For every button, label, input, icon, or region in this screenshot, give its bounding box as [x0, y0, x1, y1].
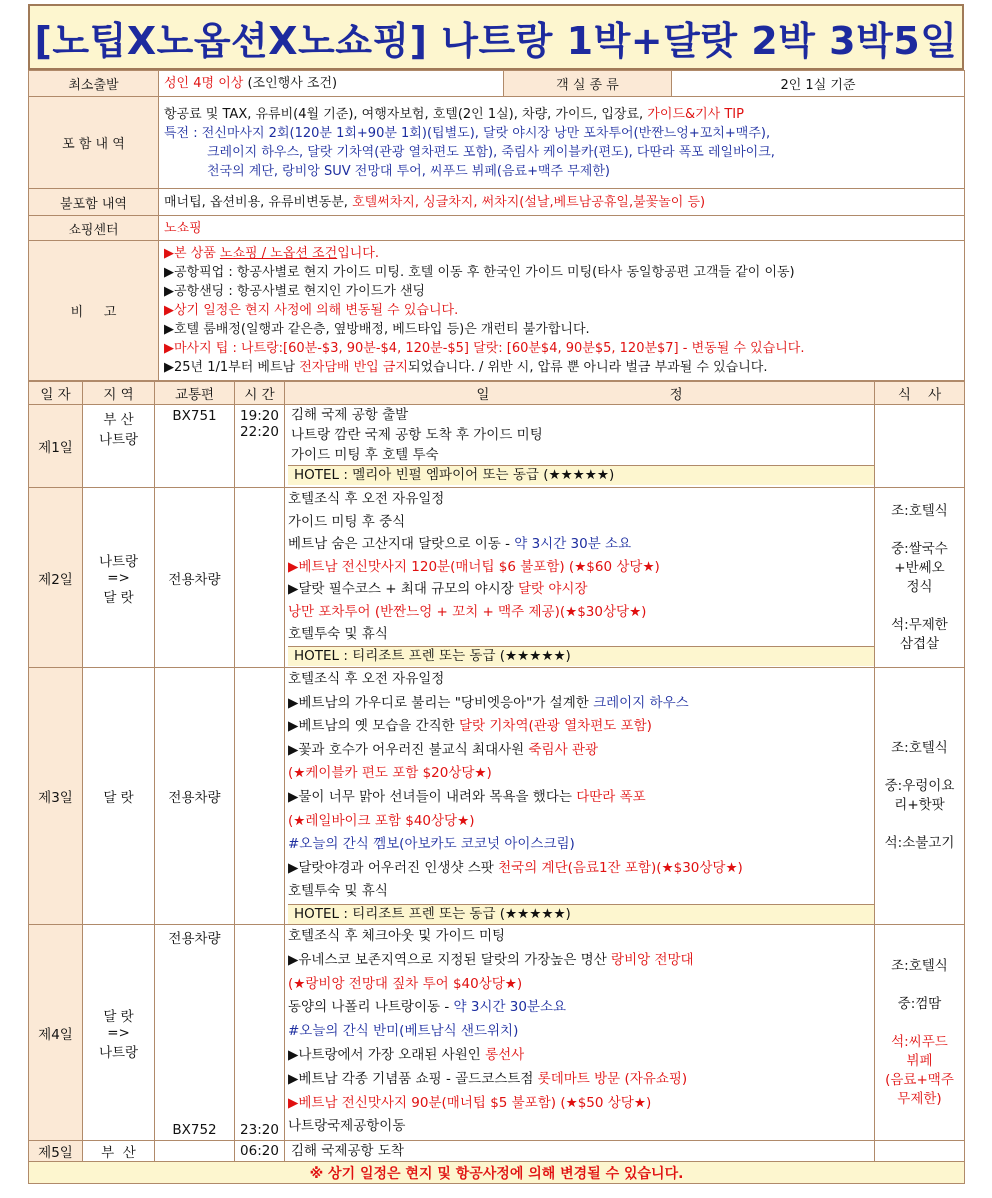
- transport-cell: BX751: [155, 405, 235, 488]
- col-meals: 식 사: [875, 382, 965, 405]
- itinerary-cell: 김해 국제공항 도착: [285, 1141, 875, 1162]
- meals-cell: [875, 405, 965, 488]
- itinerary-cell: 호텔조식 후 오전 자유일정 ▶베트남의 가우디로 불리는 "당비엣응아"가 설계한 크레이지 하우스 ▶베트남의 옛 모습을 간직한 달랏 기차역(관광 열차편도 포함) ▶꽃과 호수가 어우러진 불교식 최대사원 죽림사 관광 (★케이블카 편도 포함 $20상당★) ▶물이 너무 맑아 선녀들이 내려와 목욕을 했다는 다딴라 폭포 (★레일바이크 포함 $40상당★) #오늘의 간식 껨보(아보카도 코코넛 아이스크림) ▶달랏야경과 어우러진 인생샷 스팟 천국의 계단(음료1잔 포함)(★$30상당★) 호텔투숙 및 휴식 HOTEL : 티리조트 프렌 또는 동급 (★★★★★): [285, 668, 875, 925]
- itinerary-cell: 호텔조식 후 오전 자유일정 가이드 미팅 후 중식 베트남 숨은 고산지대 달랏으로 이동 - 약 3시간 30분 소요 ▶베트남 전신맛사지 120분(매너팁 $6 불포함) (★$60 상당★) ▶달랏 필수코스 + 최대 규모의 야시장 달랏 야시장 낭만 포차투어 (반짠느엉 + 꼬치 + 맥주 제공)(★$30상당★) 호텔투숙 및 휴식 HOTEL : 티리조트 프렌 또는 동급 (★★★★★): [285, 488, 875, 668]
- col-transport: 교통편: [155, 382, 235, 405]
- day-row: [29, 405, 965, 488]
- excluded-value: 매너팁, 옵션비용, 유류비변동분, 호텔써차지, 싱글차지, 써차지(설날,베트남공휴일,불꽃놀이 등): [159, 189, 965, 216]
- itinerary-cell: 김해 국제 공항 출발 나트랑 깜란 국제 공항 도착 후 가이드 미팅 가이드 미팅 후 호텔 투숙 HOTEL : 멜리아 빈펄 엠파이어 또는 동급 (★★★★★): [285, 405, 875, 488]
- day-row: [29, 488, 965, 668]
- included-label: 포 함 내 역: [29, 97, 159, 189]
- day-label: 제1일: [29, 405, 83, 488]
- region-cell: 달 랏: [83, 668, 155, 925]
- itinerary-cell: 호텔조식 후 체크아웃 및 가이드 미팅 ▶유네스코 보존지역으로 지정된 달랏의 가장높은 명산 랑비앙 전망대 (★랑비앙 전망대 짚차 투어 $40상당★) 동양의 나폴리 나트랑이동 - 약 3시간 30분소요 #오늘의 간식 반미(베트남식 샌드위치) ▶나트랑에서 가장 오래된 사원인 롱선사 ▶베트남 각종 기념품 쇼핑 - 골드코스트점 롯데마트 방문 (자유쇼핑) ▶베트남 전신맛사지 90분(매너팁 $5 불포함) (★$50 상당★) 나트랑국제공항이동: [285, 925, 875, 1141]
- room-type-label: 객 실 종 류: [504, 71, 672, 97]
- col-itinerary: 일 정: [285, 382, 875, 405]
- col-time: 시 간: [235, 382, 285, 405]
- notes-label: 비 고: [29, 241, 159, 381]
- included-value: 항공료 및 TAX, 유류비(4월 기준), 여행자보험, 호텔(2인 1실), 차량, 가이드, 입장료, 가이드&기사 TIP 특전 : 전신마사지 2회(120분 1회+90분 1회)(팁별도), 달랏 야시장 낭만 포차투어(반짠느엉+꼬치+맥주), 크레이지 하우스, 달랏 기차역(관광 열차편도 포함), 죽림사 케이블카(편도), 다딴라 폭포 레일바이크, 천국의 계단, 랑비앙 SUV 전망대 투어, 씨푸드 뷔페(음료+맥주 무제한): [159, 97, 965, 189]
- region-cell: 나트랑 => 달 랏: [83, 488, 155, 668]
- day-row: [29, 925, 965, 1141]
- day-label: 제2일: [29, 488, 83, 668]
- transport-cell: [155, 1141, 235, 1162]
- min-departure-label: 최소출발: [29, 71, 159, 97]
- day-row: [29, 1141, 965, 1162]
- meals-cell: 조:호텔식 중:쌀국수 +반쎄오 정식 석:무제한 삼겹살: [875, 488, 965, 668]
- time-cell: 23:20: [235, 925, 285, 1141]
- day-label: 제3일: [29, 668, 83, 925]
- hotel-line: HOTEL : 멜리아 빈펄 엠파이어 또는 동급 (★★★★★): [288, 465, 874, 485]
- info-table: [28, 70, 965, 381]
- footer-notice: ※ 상기 일정은 현지 및 항공사정에 의해 변경될 수 있습니다.: [29, 1162, 965, 1184]
- excluded-label: 불포함 내역: [29, 189, 159, 216]
- col-day: 일 자: [29, 382, 83, 405]
- transport-cell: 전용차량: [155, 668, 235, 925]
- hotel-line: HOTEL : 티리조트 프렌 또는 동급 (★★★★★): [288, 904, 874, 924]
- col-region: 지 역: [83, 382, 155, 405]
- title-banner: [28, 4, 964, 70]
- shopping-label: 쇼핑센터: [29, 216, 159, 241]
- day-row: [29, 668, 965, 925]
- time-cell: 06:20: [235, 1141, 285, 1162]
- hotel-line: HOTEL : 티리조트 프렌 또는 동급 (★★★★★): [288, 646, 874, 666]
- region-cell: 부 산 나트랑: [83, 405, 155, 488]
- transport-cell: 전용차량 BX752: [155, 925, 235, 1141]
- meals-cell: [875, 1141, 965, 1162]
- time-cell: [235, 488, 285, 668]
- schedule-table: [28, 381, 965, 1184]
- shopping-value: 노쇼핑: [159, 216, 965, 241]
- room-type-value: 2인 1실 기준: [672, 71, 965, 97]
- region-cell: 부 산: [83, 1141, 155, 1162]
- min-departure-value: 성인 4명 이상 (조인행사 조건): [159, 71, 504, 97]
- meals-cell: 조:호텔식 중:우렁이요 리+핫팟 석:소불고기: [875, 668, 965, 925]
- page-title: [노팁X노옵션X노쇼핑] 나트랑 1박+달랏 2박 3박5일: [34, 18, 958, 63]
- day-label: 제4일: [29, 925, 83, 1141]
- meals-cell: 조:호텔식 중:껌땀 석:씨푸드 뷔페 (음료+맥주 무제한): [875, 925, 965, 1141]
- time-cell: [235, 668, 285, 925]
- region-cell: 달 랏 => 나트랑: [83, 925, 155, 1141]
- time-cell: 19:20 22:20: [235, 405, 285, 488]
- transport-cell: 전용차량: [155, 488, 235, 668]
- day-label: 제5일: [29, 1141, 83, 1162]
- schedule-header-row: [29, 382, 965, 405]
- notes-value: ▶본 상품 노쇼핑 / 노옵션 조건입니다. ▶공항픽업 : 항공사별로 현지 가이드 미팅. 호텔 이동 후 한국인 가이드 미팅(타사 동일항공편 고객들 같이 이동) ▶공항샌딩 : 항공사별로 현지인 가이드가 샌딩 ▶상기 일정은 현지 사정에 의해 변동될 수 있습니다. ▶호텔 룸배정(일행과 같은층, 옆방배정, 베드타입 등)은 개런티 불가합니다. ▶마사지 팁 : 나트랑:[60분-$3, 90분-$4, 120분-$5] 달랏: [60분$4, 90분$5, 120분$7] - 변동될 수 있습니다. ▶25년 1/1부터 베트남 전자담배 반입 금지되었습니다. / 위반 시, 압류 뿐 아니라 벌금 부과될 수 있습니다.: [159, 241, 965, 381]
